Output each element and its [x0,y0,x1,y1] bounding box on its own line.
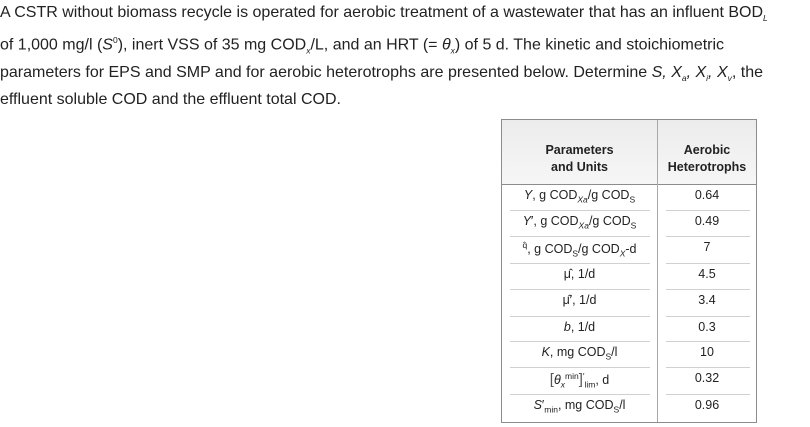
row-divider [510,316,650,317]
parameter-cell: Y′, g $COD_{Xa}/g$ $COD_S$ [522,214,637,231]
table-row [502,367,756,392]
table-row [502,341,756,366]
parameter-cell: b, 1/d [563,320,596,334]
row-divider [510,394,650,395]
problem-line-3: parameters for EPS and SMP and for aerobic heterotrophs are presented below. Determine S, $X_a$, $X_i$, $X_v$, the [0,63,763,83]
row-divider [666,394,750,395]
parameter-cell: μ̂, 1/d [563,267,596,281]
parameter-cell: $[\theta_x^{min}]'_{lim}$, d [549,371,610,390]
row-divider [666,289,750,290]
parameter-cell: Y, g $COD_{Xa}/g$ $COD_S$ [523,188,636,205]
table-row [502,210,756,235]
table-row [502,289,756,314]
row-divider [666,236,750,237]
row-divider [666,316,750,317]
value-cell: 10 [700,345,714,359]
problem-line-4: effluent soluble COD and the effluent total COD. [0,91,341,109]
value-cell: 3.4 [698,293,716,307]
parameter-cell: $^{q̂}$, g $COD_S/g$ $COD_X-d$ [522,240,637,259]
header-parameters: Parameters and Units [545,143,614,174]
value-cell: 0.3 [698,320,716,334]
row-divider [510,236,650,237]
row-divider [666,263,750,264]
row-divider [510,210,650,211]
value-cell: 7 [703,240,711,254]
parameter-cell: μ̂′, 1/d [562,293,597,307]
problem-statement [0,2,808,111]
table-row [502,184,756,209]
parameter-cell: K, mg $COD_S/l$ [541,345,618,362]
row-divider [666,341,750,342]
value-cell: 0.96 [694,398,720,412]
table-row [502,316,756,341]
value-cell: 4.5 [698,267,716,281]
parameter-table [501,119,757,423]
row-divider [666,367,750,368]
row-divider [510,367,650,368]
row-divider [666,210,750,211]
problem-line-1: A CSTR without biomass recycle is operated for aerobic treatment of a wastewater that has an influent $BOD_L$ [0,4,768,24]
problem-line-2: of 1,000 mg/l $(S^0)$, inert VSS of 35 mg $COD_x/L$, and an HRT (= $\theta_x$) of 5 d. The kinetic and stoichiometric [0,34,725,56]
table-row [502,394,756,419]
value-cell: 0.49 [694,214,720,228]
value-cell: 0.32 [694,371,720,385]
row-divider [510,289,650,290]
table-row [502,236,756,261]
row-divider [510,341,650,342]
row-divider [510,263,650,264]
parameter-cell: $S'_{min}$, mg $COD_S/l$ [533,398,626,415]
header-aerobic-heterotrophs: Aerobic Heterotrophs [667,143,747,174]
value-cell: 0.64 [694,188,720,202]
table-row [502,263,756,288]
